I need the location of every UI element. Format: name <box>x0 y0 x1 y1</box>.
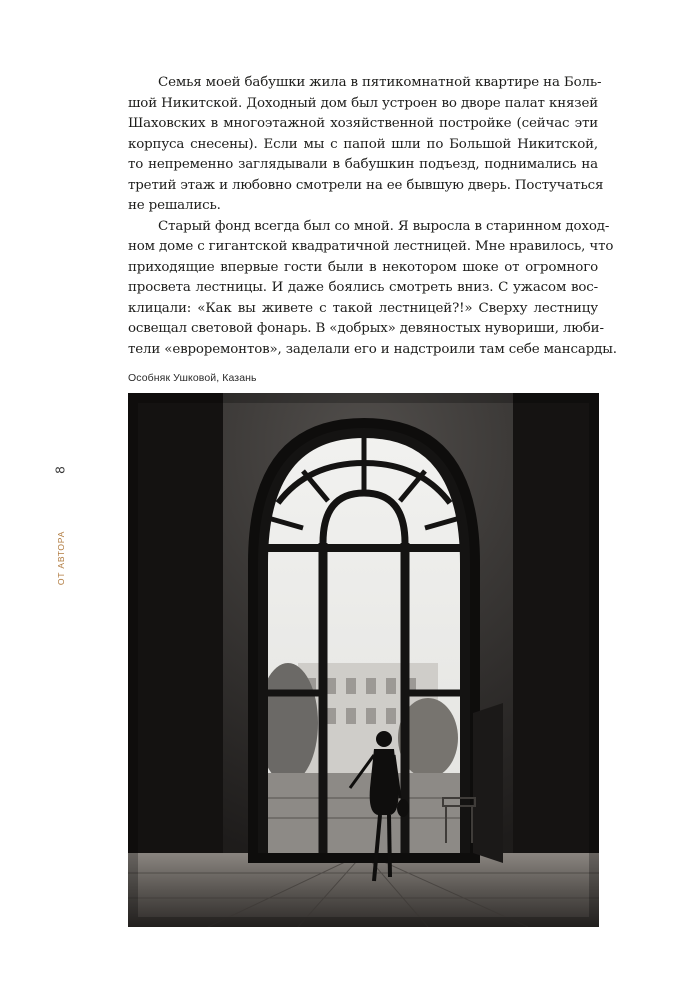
text-line: шой Никитской. Доходный дом был устроен во дворе палат князей <box>128 95 598 111</box>
text-line: клицали: «Как вы живете с такой лестницей?!» Сверху лестницу <box>128 300 598 316</box>
text-line: корпуса снесены). Если мы с папой шли по Большой Никитской, <box>128 136 598 152</box>
text-line: приходящие впервые гости были в некотором шоке от огромного <box>128 259 598 275</box>
body-text <box>128 73 617 360</box>
photo-caption: Особняк Ушковой, Казань <box>128 372 257 384</box>
text-line: Шаховских в многоэтажной хозяйственной постройке (сейчас эти <box>128 116 598 131</box>
text-line: освещал световой фонарь. В «добрых» девяностых нувориши, люби- <box>128 321 604 336</box>
page-number <box>52 462 68 478</box>
text-line: ном доме с гигантской квадратичной лестницей. Мне нравилось, что <box>128 239 614 254</box>
text-line: третий этаж и любовно смотрели на ее бывшую дверь. Постучаться <box>128 177 604 193</box>
text-line: не решались. <box>128 198 221 213</box>
photo-arched-window <box>128 393 599 927</box>
text-line: Старый фонд всегда был со мной. Я выросла в старинном доход- <box>158 218 610 234</box>
page-number-label: 8 <box>52 466 68 474</box>
text-line: тели «евроремонтов», заделали его и надстроили там себе мансарды. <box>128 341 617 357</box>
text-line: то непременно заглядывали в бабушкин подъезд, поднимались на <box>128 157 598 172</box>
text-line: просвета лестницы. И даже боялись смотреть вниз. С ужасом вос- <box>128 280 598 295</box>
running-head <box>54 528 68 588</box>
running-head-label: ОТ АВТОРА <box>56 530 66 586</box>
text-line: Семья моей бабушки жила в пятикомнатной квартире на Боль- <box>158 75 602 90</box>
